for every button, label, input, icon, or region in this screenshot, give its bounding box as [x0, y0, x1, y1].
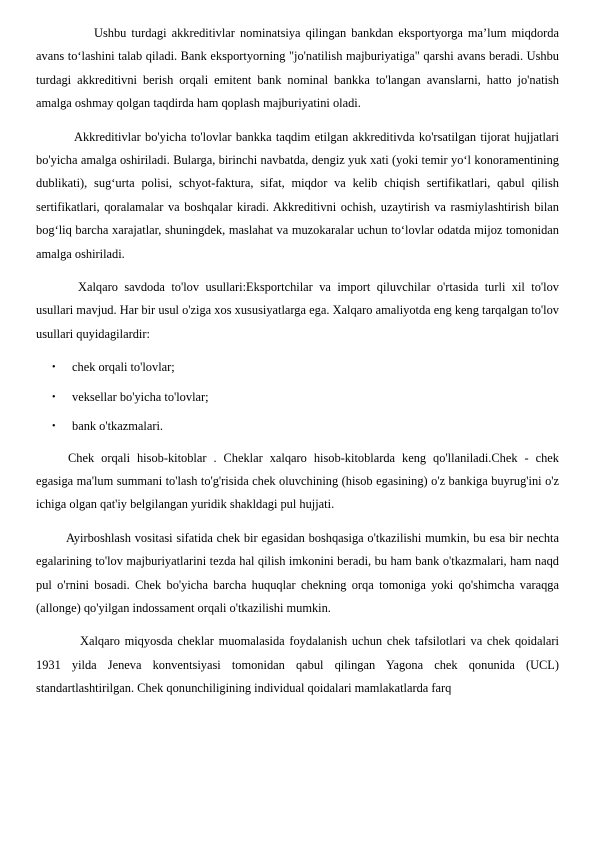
list-item-text: bank o'tkazmalari.	[72, 419, 163, 434]
list-item	[36, 386, 559, 409]
bullet-icon: •	[52, 421, 56, 433]
bullet-icon: •	[52, 362, 56, 374]
paragraph-letter-of-credit-payments: Akkreditivlar bo'yicha to'lovlar bankka taqdim etilgan akkreditivda ko'rsatilgan tijorat hujjatlari bo'yicha amalga oshiriladi. Bularga, birinchi navbatda, dengiz yuk xati (yoki temir yo‘l konoramentining dublikati), sug‘urta polisi, schyot-faktura, sifat, miqdor va kelib chiqish sertifikatlari, qabul qilish sertifikatlari, qoralamalar va boshqalar kiradi. Akkreditivni ochish, uzaytirish va rasmiylashtirish bilan bog‘liq barcha xarajatlar, shuningdek, maslahat va muzokaralar uchun to‘lovlar odatda mijoz tomonidan amalga oshiriladi.	[36, 129, 559, 261]
list-item-text: chek orqali to'lovlar;	[72, 360, 175, 375]
payment-methods-list	[36, 356, 559, 438]
list-item-text: veksellar bo'yicha to'lovlar;	[72, 389, 209, 404]
paragraph-check-settlements: Chek orqali hisob-kitoblar . Cheklar xalqaro hisob-kitoblarda keng qo'llaniladi.Chek - chek egasiga ma'lum summani to'lash to'g'risida chek oluvchining (hisob egasining) o'z bankiga buyrug'ini o'z ichiga olgan qat'iy belgilangan yuridik shakldagi pul hujjati.	[36, 450, 559, 512]
bullet-icon: •	[52, 391, 56, 403]
paragraph-check-transfer: Ayirboshlash vositasi sifatida chek bir egasidan boshqasiga o'tkazilishi mumkin, bu esa bir nechta egalarining to'lov majburiyatlarini tezda hal qilish imkonini beradi, bu ham bank o'tkazmalari, ham naqd pul o'rnini bosadi. Chek bo'yicha barcha huquqlar chekning orqa tomoniga yoki qo'shimcha varaqga (allonge) qo'yilgan indossament orqali o'tkazilishi mumkin.	[36, 530, 559, 615]
paragraph-payment-methods-intro: Xalqaro savdoda to'lov usullari:Eksportchilar va import qiluvchilar o'rtasida turli xil to'lov usullari mavjud. Har bir usul o'ziga xos xususiyatlarga ega. Xalqaro amaliyotda eng keng tarqalgan to'lov usullari quyidagilardir:	[36, 280, 559, 341]
paragraph-international-checks: Xalqaro miqyosda cheklar muomalasida foydalanish uchun chek tafsilotlari va chek qoidalari 1931 yilda Jeneva konventsiyasi tomonidan qabul qilingan Yagona chek qonunida (UCL) standartlashtirilgan. Chek qonunchiligining individual qoidalari mamlakatlarda farq	[36, 634, 559, 696]
list-item	[36, 415, 559, 438]
list-item	[36, 356, 559, 379]
paragraph-advance-letter-of-credit: Ushbu turdagi akkreditivlar nominatsiya qilingan bankdan eksportyorga ma’lum miqdorda avans to‘lashini talab qiladi. Bank eksportyorning "jo'natilish majburiyatiga" qarshi avans beradi. Ushbu turdagi akkreditivni berish orqali emitent bank nominal bankka to'langan avanslarni, hatto jo'natish amalga oshmay qolgan taqdirda ham qoplash majburiyatini oladi.	[36, 26, 559, 111]
